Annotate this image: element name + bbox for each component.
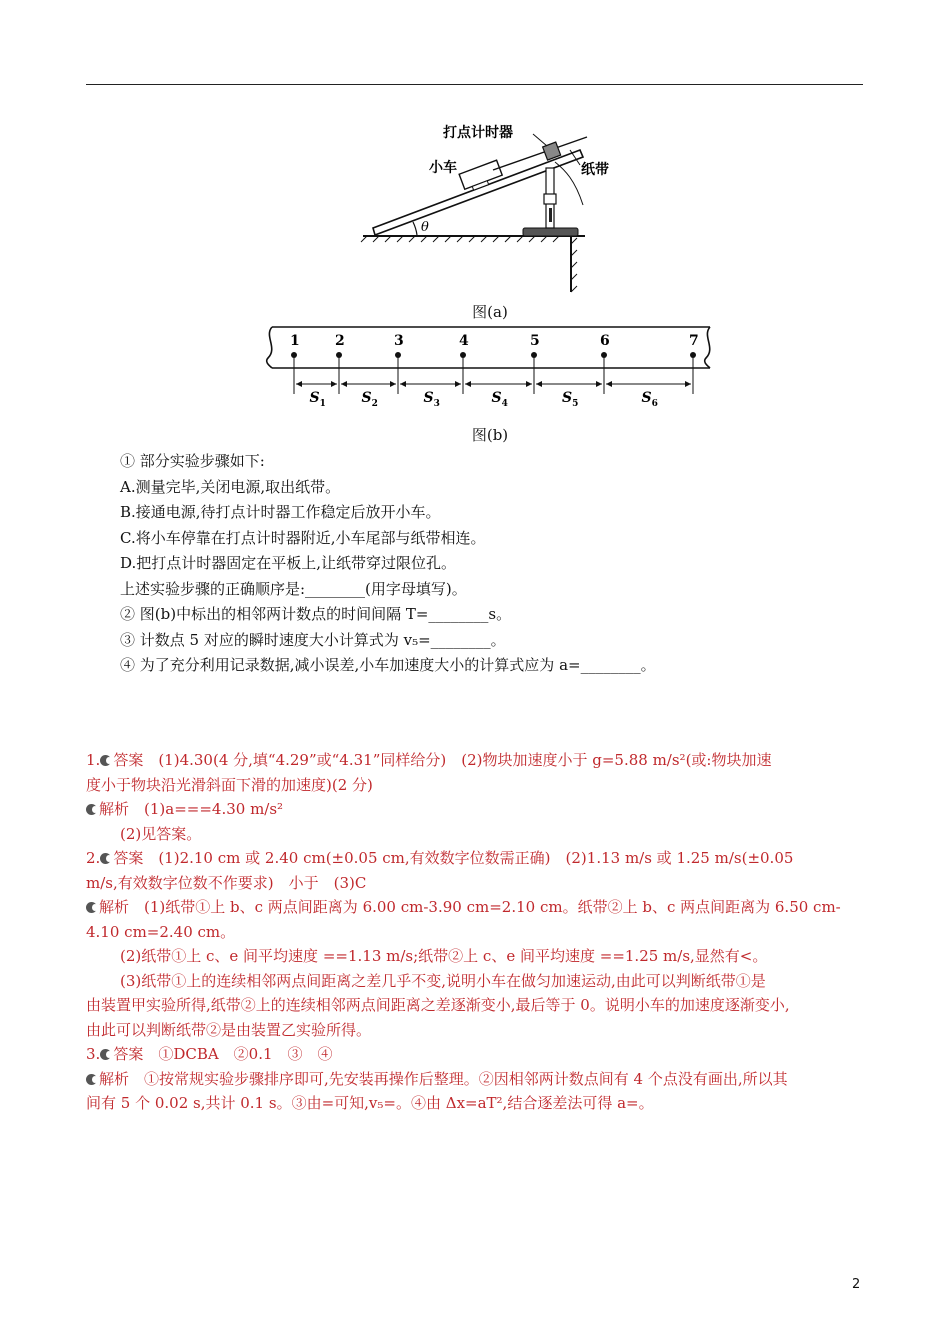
segment-label: $S_1$ [309,390,326,409]
question-line: 上述实验步骤的正确顺序是:________(用字母填写)。 [120,579,467,598]
answer-number: 1. [86,751,101,769]
figure-a-caption: 图(a) [472,303,508,321]
segment-arrow [526,381,532,387]
figure-b-tape [262,322,722,414]
answer-text: 间有 5 个 0.02 s,共计 0.1 s。③由=可知,v₅=。④由 Δx=aT²,结合逐差法可得 a=。 [86,1094,654,1112]
answer-line [86,773,876,798]
figure-b-caption: 图(b) [471,426,509,444]
answer-text: 4.10 cm=2.40 cm。 [86,922,236,941]
tape-point-label: 6 [600,333,610,349]
question-line: D.把打点计时器固定在平板上,让纸带穿过限位孔。 [120,554,457,572]
segment-label: $S_6$ [641,390,658,409]
answer-label: 答案 [113,751,159,769]
question-line: ① 部分实验步骤如下: [120,452,265,470]
answer-text: (2)见答案。 [120,824,202,843]
answer-text: (1)4.30(4 分,填“4.29”或“4.31”同样给分) (2)物块加速度小于 g=5.88 m/s²(或:物块加速 [158,751,772,769]
answer-text: (1)2.10 cm 或 2.40 cm(±0.05 cm,有效数字位数需正确) (2)1.13 m/s 或 1.25 m/s(±0.05 [158,849,794,867]
answer-label: 解析 [99,898,145,916]
question-line: B.接通电源,待打点计时器工作稳定后放开小车。 [120,503,441,521]
timer-label: 打点计时器 [443,125,513,141]
segment-arrow [296,381,302,387]
answer-line [86,1067,876,1092]
segment-arrow [341,381,347,387]
tape-point-label: 1 [290,333,300,349]
question-line: A.测量完毕,关闭电源,取出纸带。 [120,477,341,496]
answer-text: 由装置甲实验所得,纸带②上的连续相邻两点间距离之差逐渐变小,最后等于 0。说明小车的加速度逐渐变小, [86,996,790,1014]
tape-point-label: 7 [689,333,699,349]
tape-point-label: 4 [459,333,469,349]
answer-marker-icon [86,1074,97,1085]
answer-text: (1)纸带①上 b、c 两点间距离为 6.00 cm-3.90 cm=2.10 cm。纸带②上 b、c 两点间距离为 6.50 cm- [144,898,841,916]
answer-line [86,1018,876,1043]
figure-a-apparatus [355,110,609,300]
question-line: ④ 为了充分利用记录数据,减小误差,小车加速度大小的计算式应为 a=________。 [120,656,656,674]
segment-arrow [536,381,542,387]
segment-label: $S_3$ [423,390,440,409]
answer-line [86,920,876,945]
segment-label: $S_2$ [361,390,378,409]
question-line: ③ 计数点 5 对应的瞬时速度大小计算式为 v₅=________。 [120,630,506,649]
segment-arrow [606,381,612,387]
answer-line [86,1042,876,1067]
segment-arrow [400,381,406,387]
segment-arrow [390,381,396,387]
answer-marker-icon [100,755,111,766]
segment-arrow [596,381,602,387]
answer-line [86,969,876,994]
answer-section [86,748,876,1116]
answer-text: (3)纸带①上的连续相邻两点间距离之差几乎不变,说明小车在做匀加速运动,由此可以判断纸带①是 [120,971,766,990]
answer-label: 答案 [113,849,159,867]
answer-label: 解析 [99,800,145,818]
answer-line [86,748,876,773]
answer-label: 解析 [99,1069,145,1088]
segment-arrow [685,381,691,387]
answer-text: (2)纸带①上 c、e 间平均速度 ==1.13 m/s;纸带②上 c、e 间平均速度 ==1.25 m/s,显然有<。 [120,947,768,965]
answer-text: 度小于物块沿光滑斜面下滑的加速度)(2 分) [86,775,373,794]
answer-text: 由此可以判断纸带②是由装置乙实验所得。 [86,1020,372,1039]
question-line: ② 图(b)中标出的相邻两计数点的时间间隔 T=________s。 [120,605,512,623]
segment-label: $S_4$ [491,390,508,409]
segment-arrow [455,381,461,387]
tape-point-label: 5 [530,333,540,349]
answer-marker-icon [86,902,97,913]
answer-text: (1)a===4.30 m/s² [144,800,284,818]
answer-line [86,993,876,1018]
answer-line [86,944,876,969]
segment-label: $S_5$ [562,390,579,409]
tape-point-label: 2 [335,333,345,349]
answer-number: 2. [86,849,101,867]
segment-arrow [331,381,337,387]
answer-line [86,846,876,871]
question-line: C.将小车停靠在打点计时器附近,小车尾部与纸带相连。 [120,528,486,547]
header-rule [86,84,863,85]
answer-line [86,1091,876,1116]
answer-line [86,871,876,896]
answer-number: 3. [86,1045,101,1063]
tape-label: 纸带 [581,162,609,178]
answer-marker-icon [100,853,111,864]
segment-arrow [465,381,471,387]
answer-text: m/s,有效数字位数不作要求) 小于 (3)C [86,873,367,892]
cart-label: 小车 [429,160,457,176]
question-block [120,449,880,679]
answer-text: ①DCBA ②0.1 ③ ④ [158,1045,333,1063]
angle-theta-label: θ [421,220,429,235]
answer-line [86,895,876,920]
answer-line [86,822,876,847]
answer-marker-icon [100,1049,111,1060]
answer-marker-icon [86,804,97,815]
answer-text: ①按常规实验步骤排序即可,先安装再操作后整理。②因相邻两计数点间有 4 个点没有画出,所以其 [144,1069,788,1088]
page-number: 2 [852,1277,861,1292]
tape-point-label: 3 [394,333,404,349]
answer-line [86,797,876,822]
answer-label: 答案 [113,1045,159,1063]
